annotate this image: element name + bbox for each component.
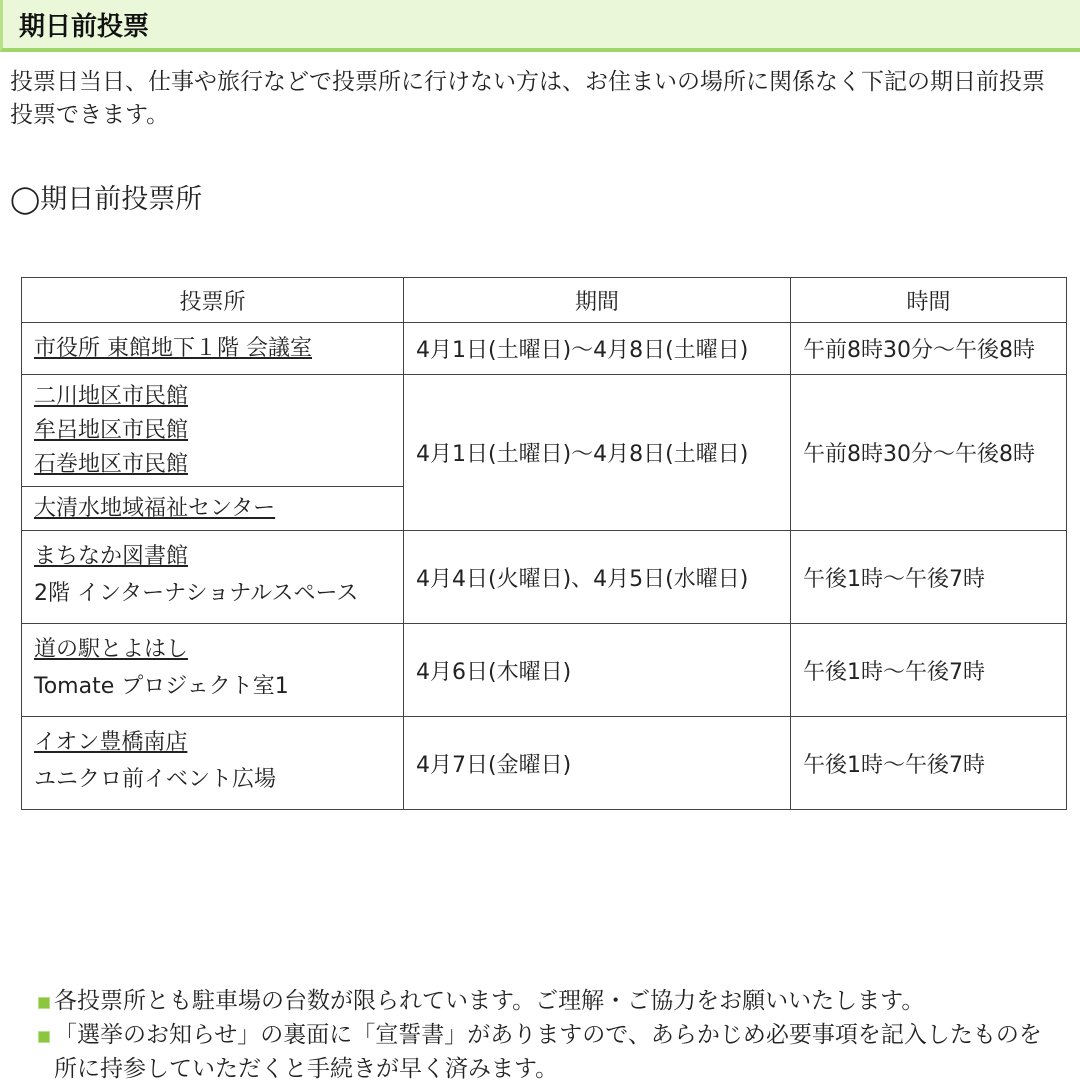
header-time: 時間	[791, 278, 1067, 323]
table-row	[22, 624, 1067, 717]
place-link[interactable]: 二川地区市民館	[34, 383, 189, 409]
place-link[interactable]: 市役所 東館地下１階 会議室	[34, 335, 312, 361]
table-row	[22, 531, 1067, 624]
time-cell: 午後1時〜午後7時	[791, 717, 1067, 810]
period-cell: 4月1日(土曜日)〜4月8日(土曜日)	[404, 375, 791, 531]
table-header-row	[22, 278, 1067, 323]
table-row	[22, 375, 1067, 487]
note-text: 各投票所とも駐車場の台数が限られています。ご理解・ご協力をお願いいたします。	[54, 988, 925, 1014]
header-period: 期間	[404, 278, 791, 323]
intro-line-2: 投票できます。	[10, 102, 170, 128]
period-cell: 4月1日(土曜日)〜4月8日(土曜日)	[404, 323, 791, 375]
place-link[interactable]: 道の駅とよはし	[34, 637, 189, 662]
time-cell: 午後1時〜午後7時	[791, 531, 1067, 624]
place-cell	[22, 375, 404, 487]
list-item	[36, 1018, 1076, 1086]
place-cell	[22, 624, 404, 717]
time-cell: 午前8時30分〜午後8時	[791, 375, 1067, 531]
intro-line-1: 投票日当日、仕事や旅行などで投票所に行けない方は、お住まいの場所に関係なく下記の期日前投票	[10, 69, 1045, 95]
notes-list	[36, 984, 1076, 1086]
note-text: 「選挙のお知らせ」の裏面に「宣誓書」がありますので、あらかじめ必要事項を記入したものを	[54, 1022, 1042, 1048]
square-bullet-icon	[38, 997, 50, 1009]
place-detail: 2階 インターナショナルスペース	[34, 581, 359, 606]
period-cell: 4月6日(木曜日)	[404, 624, 791, 717]
place-cell	[22, 531, 404, 624]
place-cell	[22, 717, 404, 810]
place-cell	[22, 487, 404, 531]
list-item	[36, 984, 1076, 1018]
period-cell: 4月7日(金曜日)	[404, 717, 791, 810]
intro-paragraph	[10, 66, 1076, 136]
place-cell	[22, 323, 404, 375]
place-detail: ユニクロ前イベント広場	[34, 767, 277, 792]
time-cell: 午前8時30分〜午後8時	[791, 323, 1067, 375]
place-link[interactable]: 石巻地区市民館	[34, 451, 189, 477]
subheading-polling-places: ◯期日前投票所	[10, 184, 203, 215]
section-title: 期日前投票	[19, 12, 150, 42]
time-cell: 午後1時〜午後7時	[791, 624, 1067, 717]
square-bullet-icon	[38, 1031, 50, 1043]
place-detail: Tomate プロジェクト室1	[34, 674, 289, 699]
note-text-continued: 所に持参していただくと手続きが早く済みます。	[54, 1056, 559, 1082]
table-row	[22, 323, 1067, 375]
early-voting-table	[21, 277, 1067, 810]
place-link[interactable]: イオン豊橋南店	[34, 730, 188, 755]
period-cell: 4月4日(火曜日)、4月5日(水曜日)	[404, 531, 791, 624]
place-link[interactable]: まちなか図書館	[34, 544, 189, 569]
header-place: 投票所	[22, 278, 404, 323]
section-heading-bar	[0, 0, 1080, 52]
table-row	[22, 717, 1067, 810]
place-link[interactable]: 大清水地域福祉センター	[34, 495, 276, 521]
place-link[interactable]: 牟呂地区市民館	[34, 417, 189, 443]
